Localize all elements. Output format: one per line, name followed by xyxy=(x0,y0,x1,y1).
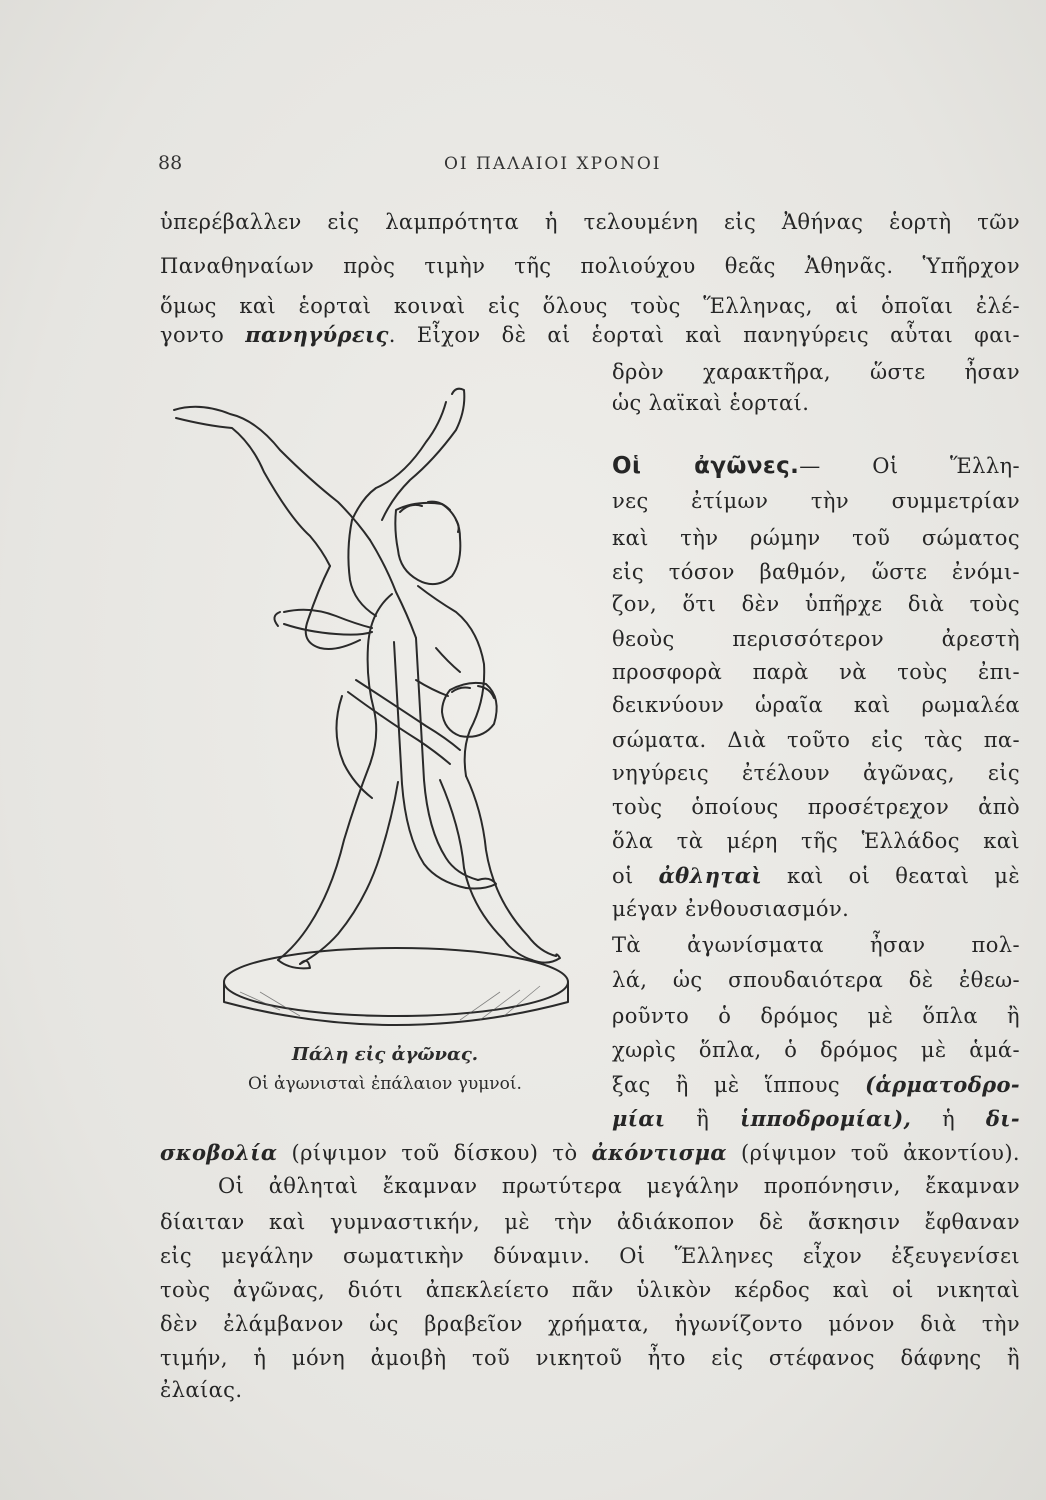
text-line: ἐλαίας. xyxy=(160,1378,243,1402)
text-line: Τὰ ἀγωνίσματα ἦσαν πολ- xyxy=(612,933,1020,957)
term-akontisma: ἀκόντισμα xyxy=(591,1140,727,1165)
text-line: δρὸν χαρακτῆρα, ὥστε ἦσαν xyxy=(612,360,1020,384)
page-number: 88 xyxy=(158,152,183,174)
text-line: γοντο πανηγύρεις. Εἶχον δὲ αἱ ἑορταὶ καὶ πανηγύρεις αὗται φαι- xyxy=(160,322,1020,347)
text-line: ζον, ὅτι δὲν ὑπῆρχε διὰ τοὺς xyxy=(612,592,1020,616)
text-line: σώματα. Διὰ τοῦτο εἰς τὰς πα- xyxy=(612,728,1020,752)
term-athletai: ἀθληταὶ xyxy=(658,863,763,888)
term-panigyreis: πανηγύρεις xyxy=(245,322,389,347)
text-line: μίαι ἢ ἱπποδρομίαι), ἡ δι- xyxy=(612,1106,1020,1131)
text-line: ὅμως καὶ ἑορταὶ κοιναὶ εἰς ὅλους τοὺς Ἕλληνας, αἱ ὁποῖαι ἐλέ- xyxy=(160,294,1020,318)
text-line: ροῦντο ὁ δρόμος μὲ ὅπλα ἢ xyxy=(612,1004,1020,1028)
figure-caption-text: Οἱ ἀγωνισταὶ ἐπάλαιον γυμνοί. xyxy=(248,1074,522,1094)
wrestlers-illustration xyxy=(160,380,610,1040)
text-line: μέγαν ἐνθουσιασμόν. xyxy=(612,897,850,921)
text-line: ὅλα τὰ μέρη τῆς Ἑλλάδος καὶ xyxy=(612,829,1020,853)
text-line: λά, ὡς σπουδαιότερα δὲ ἐθεω- xyxy=(612,968,1020,992)
figure-caption-title: Πάλη εἰς ἀγῶνας. xyxy=(291,1044,479,1065)
text-line: θεοὺς περισσότερον ἀρεστὴ xyxy=(612,627,1020,651)
text-line: Παναθηναίων πρὸς τιμὴν τῆς πολιούχου θεᾶς Ἀθηνᾶς. Ὑπῆρχον xyxy=(160,254,1020,278)
term-diskovolia: σκοβολία xyxy=(160,1140,278,1165)
text-line: τοὺς ἀγῶνας, διότι ἀπεκλείετο πᾶν ὑλικὸν κέρδος καὶ οἱ νικηταὶ xyxy=(160,1278,1020,1302)
text-line: χωρὶς ὅπλα, ὁ δρόμος μὲ ἁμά- xyxy=(612,1038,1020,1062)
text-line: εἰς τόσον βαθμόν, ὥστε ἐνόμι- xyxy=(612,560,1020,584)
text-line: προσφορὰ παρὰ νὰ τοὺς ἐπι- xyxy=(612,660,1020,684)
text-line: οἱ ἀθληταὶ καὶ οἱ θεαταὶ μὲ xyxy=(612,863,1020,888)
text-line: τιμήν, ἡ μόνη ἀμοιβὴ τοῦ νικητοῦ ἦτο εἰς στέφανος δάφνης ἢ xyxy=(160,1346,1020,1370)
text-line: ξας ἢ μὲ ἵππους (ἁρματοδρο- xyxy=(612,1072,1020,1097)
text-line: δὲν ἐλάμβανον ὡς βραβεῖον χρήματα, ἠγωνίζοντο μόνον διὰ τὴν xyxy=(160,1312,1020,1336)
text-line: καὶ τὴν ρώμην τοῦ σώματος xyxy=(612,526,1020,550)
term-armatodromiai: (ἁρματοδρο- xyxy=(865,1072,1020,1097)
section-heading: Οἱ ἀγῶνες. xyxy=(612,453,800,479)
text-line: σκοβολία (ρίψιμον τοῦ δίσκου) τὸ ἀκόντισμα (ρίψιμον τοῦ ἀκοντίου). xyxy=(160,1140,1020,1165)
text-line: ὑπερέβαλλεν εἰς λαμπρότητα ἡ τελουμένη εἰς Ἀθήνας ἑορτὴ τῶν xyxy=(160,210,1020,234)
term-ippodromiai: ἱπποδρομίαι), xyxy=(740,1106,912,1131)
wrestlers-figure xyxy=(160,380,610,1040)
text-line: δίαιταν καὶ γυμναστικήν, μὲ τὴν ἀδιάκοπον δὲ ἄσκησιν ἔφθαναν xyxy=(160,1210,1020,1234)
text-line: νες ἐτίμων τὴν συμμετρίαν xyxy=(612,489,1020,513)
text-line: νηγύρεις ἐτέλουν ἀγῶνας, εἰς xyxy=(612,761,1020,785)
text-line: Οἱ ἀθληταὶ ἔκαμναν πρωτύτερα μεγάλην προπόνησιν, ἔκαμναν xyxy=(218,1174,1020,1198)
section-heading-line: Οἱ ἀγῶνες.— Οἱ Ἕλλη- xyxy=(612,453,1021,479)
page-header xyxy=(158,152,1028,182)
text-line: τοὺς ὁποίους προσέτρεχον ἀπὸ xyxy=(612,795,1020,819)
text-line: εἰς μεγάλην σωματικὴν δύναμιν. Οἱ Ἕλληνες εἶχον ἐξευγενίσει xyxy=(160,1244,1020,1268)
text-line: δεικνύουν ὡραῖα καὶ ρωμαλέα xyxy=(612,693,1020,717)
running-title: ΟΙ ΠΑΛΑΙΟΙ ΧΡΟΝΟΙ xyxy=(444,154,662,174)
text-line: ὡς λαϊκαὶ ἑορταί. xyxy=(612,391,810,415)
